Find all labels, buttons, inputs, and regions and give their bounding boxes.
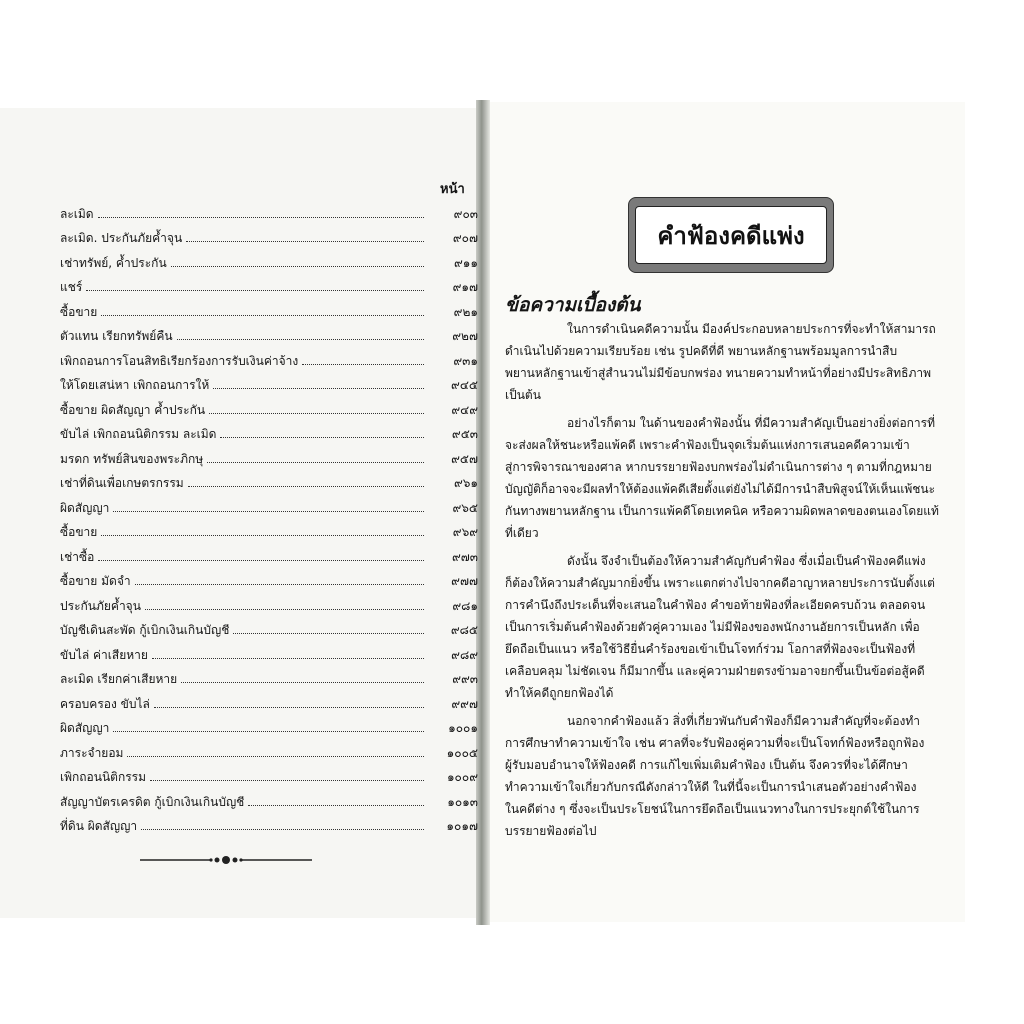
toc-entry	[60, 539, 478, 564]
toc-entry-title: ที่ดิน ผิดสัญญา	[60, 819, 138, 833]
toc-entry	[60, 343, 478, 368]
toc-entry-title: เช่าทรัพย์, ค้ำประกัน	[60, 255, 167, 270]
body-paragraph	[505, 318, 957, 406]
toc-entry	[60, 784, 478, 809]
toc-entry	[60, 564, 478, 589]
toc-entry	[60, 270, 478, 295]
toc-entry	[60, 441, 478, 466]
toc-entry-page: ๑๐๐๑	[448, 721, 478, 735]
dot-leader	[171, 266, 424, 267]
body-text	[505, 318, 957, 848]
toc-entry-page: ๙๘๙	[451, 647, 478, 662]
toc-entry-page: ๙๙๓	[452, 672, 478, 686]
toc-entry-title: ละเมิด	[60, 206, 94, 221]
toc-entry	[60, 245, 478, 270]
toc-entry-page: ๙๖๙	[452, 525, 478, 539]
dot-leader	[207, 462, 424, 463]
toc-entry-page: ๙๓๑	[453, 353, 478, 368]
dot-leader	[302, 364, 424, 365]
toc-entry-title: ภาระจำยอม	[60, 745, 124, 760]
toc-entry	[60, 809, 478, 834]
toc-entry-page: ๙๕๓	[451, 427, 478, 441]
dot-leader	[152, 658, 424, 659]
toc-entry-page: ๙๔๙	[451, 402, 478, 417]
dot-leader	[141, 829, 424, 830]
toc-entry-page: ๙๘๕	[450, 623, 478, 637]
toc-entry	[60, 515, 478, 540]
text-line: ในการดำเนินคดีความนั้น มีองค์ประกอบหลายประการที่จะทำให้สามารถ	[567, 322, 936, 336]
toc-entry-title: สัญญาบัตรเครดิต กู้เบิกเงินเกินบัญชี	[60, 794, 245, 809]
toc-entry	[60, 662, 478, 687]
toc-entry-title: เช่าซื้อ	[60, 549, 95, 564]
dot-leader	[209, 413, 424, 414]
toc-entry-title: แชร์	[60, 280, 83, 294]
text-line: นอกจากคำฟ้องแล้ว สิ่งที่เกี่ยวพันกับคำฟ้องก็มีความสำคัญที่จะต้องทำ	[567, 714, 921, 728]
toc-entry-page: ๙๙๗	[451, 696, 478, 711]
toc-page-header: หน้า	[440, 182, 465, 197]
text-line: ผู้รับมอบอำนาจให้ฟ้องคดี การแก้ไขเพิ่มเติมคำฟ้อง เป็นต้น จึงควรที่จะได้ศึกษา	[505, 758, 908, 772]
toc-entry-page: ๙๐๓	[453, 206, 478, 221]
dot-leader	[113, 511, 424, 512]
toc-entry-page: ๙๑๗	[452, 280, 478, 294]
toc-entry-title: บัญชีเดินสะพัด กู้เบิกเงินเกินบัญชี	[60, 623, 230, 637]
dot-leader	[101, 315, 424, 316]
toc-entry-title: ขับไล่ ค่าเสียหาย	[60, 647, 148, 662]
text-line: ยึดถือเป็นแนว หรือใช้วิธียื่นคำร้องขอเข้าเป็นโจทก์ร่วม โอกาสที่ฟ้องจะเป็นฟ้องที่	[505, 642, 916, 656]
toc-entry-title: ตัวแทน เรียกทรัพย์คืน	[60, 329, 173, 343]
toc-entry-page: ๙๖๕	[452, 500, 478, 515]
text-line: อย่างไรก็ตาม ในด้านของคำฟ้องนั้น ที่มีความสำคัญเป็นอย่างยิ่งต่อการที่	[567, 416, 936, 430]
toc-entry-title: ซื้อขาย	[60, 304, 98, 319]
toc-entry-page: ๑๐๑๗	[446, 819, 478, 833]
dot-leader	[86, 290, 424, 291]
toc-entry	[60, 221, 478, 246]
toc-entry	[60, 392, 478, 417]
dot-leader	[248, 805, 424, 806]
toc-entry	[60, 294, 478, 319]
ornament-divider	[140, 853, 312, 867]
text-line: ที่เดียว	[505, 526, 539, 540]
toc-entry	[60, 760, 478, 785]
body-paragraph	[505, 710, 957, 842]
toc-entry-title: ให้โดยเสน่หา เพิกถอนการให้	[60, 378, 210, 392]
toc-entry-title: ซื้อขาย ผิดสัญญา ค้ำประกัน	[60, 402, 206, 417]
dot-leader	[98, 560, 424, 561]
chapter-title: คำฟ้องคดีแพ่ง	[657, 221, 805, 250]
toc-entry-title: เพิกถอนการโอนสิทธิเรียกร้องการรับเงินค่าจ้าง	[60, 353, 299, 368]
book-gutter	[476, 100, 490, 925]
text-line: เป็นการเริ่มต้นคำฟ้องด้วยตัวคู่ความเอง ไม่มีฟ้องของพนักงานอัยการเป็นหลัก เพื่อ	[505, 620, 920, 634]
toc-entry-page: ๙๒๗	[452, 329, 478, 343]
body-paragraph	[505, 550, 957, 704]
toc-entry-page: ๙๗๓	[451, 549, 478, 564]
dot-leader	[150, 780, 424, 781]
toc-entry-title: ผิดสัญญา	[60, 721, 110, 735]
dot-leader	[177, 339, 424, 340]
toc-entry-page: ๑๐๐๙	[446, 770, 478, 784]
toc-entry-title: มรดก ทรัพย์สินของพระภิกษุ	[60, 451, 204, 466]
toc-entry-page: ๑๐๑๓	[447, 794, 478, 809]
dot-leader	[145, 609, 424, 610]
text-line: จะส่งผลให้ชนะหรือแพ้คดี เพราะคำฟ้องเป็นจุดเริ่มต้นแห่งการเสนอคดีความเข้า	[505, 438, 910, 452]
text-line: กันทางพยานหลักฐาน เป็นการแพ้คดีโดยเทคนิค หรือความผิดพลาดของตนเองโดยแท้	[505, 504, 939, 518]
toc-entry-page: ๙๑๑	[453, 255, 478, 270]
text-line: ในคดีต่าง ๆ ซึ่งจะเป็นประโยชน์ในการยึดถือเป็นแนวทางในการประยุกต์ใช้ในการ	[505, 802, 920, 816]
text-line: ทำให้คดีถูกยกฟ้องได้	[505, 686, 614, 700]
text-line: เป็นต้น	[505, 388, 541, 402]
page-margin	[965, 110, 1024, 910]
text-line: บัญญัติก็อาจจะมีผลทำให้ต้องแพ้คดีเสียตั้งแต่ยังไม่ได้มีการนำสืบพิสูจน์ให้เห็นแพ้ชนะ	[505, 482, 936, 496]
toc-entry-page: ๙๘๑	[452, 598, 478, 613]
toc-entry-page: ๙๗๗	[451, 574, 478, 588]
text-line: ทำความเข้าใจเกี่ยวกับกรณีดังกล่าวให้ดี ในที่นี้จะเป็นการนำเสนอตัวอย่างคำฟ้อง	[505, 780, 917, 794]
dot-leader	[181, 682, 424, 683]
text-line: การศึกษาทำความเข้าใจ เช่น ศาลที่จะรับฟ้องคู่ความที่จะเป็นโจทก์ฟ้องหรือถูกฟ้อง	[505, 736, 925, 750]
toc-entry-title: ซื้อขาย มัดจำ	[60, 574, 131, 588]
dot-leader	[127, 756, 424, 757]
toc-entry	[60, 711, 478, 736]
toc-entry	[60, 319, 478, 344]
toc-entry-page: ๙๒๑	[453, 304, 478, 319]
text-line: พยานหลักฐานเข้าสู่สำนวนไม่มีข้อบกพร่อง ทนายความทำหน้าที่อย่างมีประสิทธิภาพ	[505, 366, 932, 380]
text-line: เคลือบคลุม ไม่ชัดเจน ก็มีมากขึ้น และคู่ความฝ่ายตรงข้ามอาจยกขึ้นเป็นข้อต่อสู้คดี	[505, 664, 925, 678]
text-line: ก็ต้องให้ความสำคัญมากยิ่งขึ้น เพราะแตกต่างไปจากคดีอาญาหลายประการนับตั้งแต่	[505, 576, 935, 590]
toc-entry-title: ครอบครอง ขับไล่	[60, 696, 150, 711]
toc-entry-page: ๑๐๐๕	[446, 745, 478, 760]
dot-leader	[154, 707, 424, 708]
dot-leader	[233, 633, 424, 634]
text-line: ดังนั้น จึงจำเป็นต้องให้ความสำคัญกับคำฟ้อง ซึ่งเมื่อเป็นคำฟ้องคดีแพ่ง	[567, 554, 926, 568]
toc-entry-page: ๙๕๗	[451, 451, 478, 466]
toc-entry-page: ๙๖๑	[453, 476, 478, 490]
text-line: บรรยายฟ้องต่อไป	[505, 824, 597, 838]
toc-entry	[60, 466, 478, 491]
dot-leader	[220, 437, 424, 438]
toc-entry-title: ซื้อขาย	[60, 525, 98, 539]
toc-entry-title: ละเมิด. ประกันภัยค้ำจุน	[60, 231, 183, 245]
chapter-title-box	[628, 197, 834, 273]
text-line: การคำนึงถึงประเด็นที่จะเสนอในคำฟ้อง คำขอท้ายฟ้องที่ละเอียดครบถ้วน ตลอดจน	[505, 598, 926, 612]
toc-entry	[60, 490, 478, 515]
toc-entry-title: เช่าที่ดินเพื่อเกษตรกรรม	[60, 476, 184, 490]
toc-entry	[60, 368, 478, 393]
text-line: สู่การพิจารณาของศาล หากบรรยายฟ้องบกพร่องไม่ดำเนินการต่าง ๆ ตามที่กฎหมาย	[505, 460, 932, 474]
toc-entry-page: ๙๔๕	[451, 378, 478, 392]
toc-entry	[60, 613, 478, 638]
toc-entry-title: เพิกถอนนิติกรรม	[60, 770, 147, 784]
toc-entry-page: ๙๐๗	[452, 231, 478, 245]
dot-leader	[101, 535, 424, 536]
toc-entry-title: ละเมิด เรียกค่าเสียหาย	[60, 672, 178, 686]
dot-leader	[213, 388, 424, 389]
toc-entry	[60, 417, 478, 442]
toc-entry	[60, 637, 478, 662]
toc-entry	[60, 196, 478, 221]
text-line: ดำเนินไปด้วยความเรียบร้อย เช่น รูปคดีที่ดี พยานหลักฐานพร้อมมูลการนำสืบ	[505, 344, 898, 358]
section-heading: ข้อความเบื้องต้น	[505, 294, 641, 316]
body-paragraph	[505, 412, 957, 544]
dot-leader	[113, 731, 424, 732]
dot-leader	[135, 584, 424, 585]
toc-entry-title: ขับไล่ เพิกถอนนิติกรรม ละเมิด	[60, 427, 217, 441]
toc-entry	[60, 686, 478, 711]
table-of-contents	[60, 196, 478, 833]
toc-entry-title: ประกันภัยค้ำจุน	[60, 598, 141, 613]
toc-entry	[60, 735, 478, 760]
toc-entry	[60, 588, 478, 613]
dot-leader	[186, 241, 424, 242]
toc-entry-title: ผิดสัญญา	[60, 500, 110, 515]
dot-leader	[98, 217, 424, 218]
dot-leader	[188, 486, 424, 487]
